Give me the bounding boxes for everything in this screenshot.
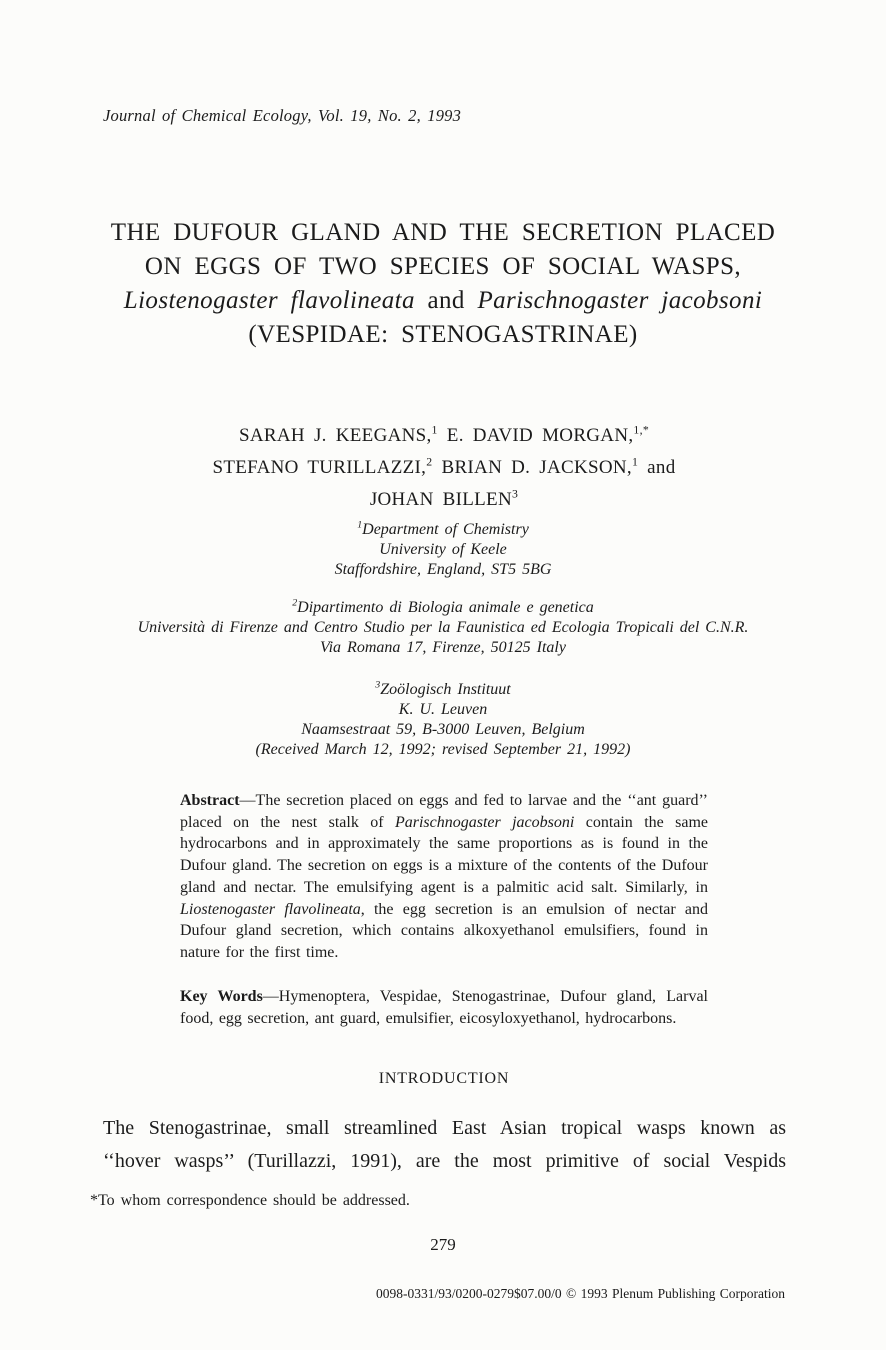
- affiliation-line: [0, 598, 886, 618]
- affiliation-line: [0, 520, 886, 540]
- author-affil-ref: 2: [426, 455, 433, 469]
- affil-text: Zoölogisch Instituut: [380, 681, 511, 698]
- author-conjunction: and: [638, 457, 676, 478]
- affiliation-line: Staffordshire, England, ST5 5BG: [334, 561, 552, 578]
- keywords-text: —Hymenoptera, Vespidae, Stenogastrinae, Dufour gland, Larval food, egg secretion, ant guard, emulsifier, eicosyloxyethanol, hydrocarbons.: [180, 988, 708, 1027]
- affiliation-line: Università di Firenze and Centro Studio per la Faunistica ed Ecologia Tropicali del C.N.R.: [137, 619, 749, 636]
- paper-title: [60, 216, 826, 352]
- affiliation-line: Naamsestraat 59, B-3000 Leuven, Belgium: [301, 721, 585, 738]
- copyright-line: 0098-0331/93/0200-0279$07.00/0 © 1993 Plenum Publishing Corporation: [375, 1286, 785, 1301]
- affiliation-3: [0, 680, 886, 760]
- author-line-3: [103, 484, 785, 516]
- author-line-2: [103, 452, 785, 484]
- affiliation-line: University of Keele: [379, 541, 507, 558]
- keywords-label: Key Words: [180, 988, 263, 1005]
- abstract-text: contain the same hydrocarbons and in approximately the same proportions as is found in the Dufour gland. The secretion on eggs is a mixture of the contents of the Dufour gland and nectar. The emulsifying agent is a palmitic acid salt. Similarly, in: [180, 813, 709, 896]
- journal-header: Journal of Chemical Ecology, Vol. 19, No. 2, 1993: [103, 106, 462, 125]
- author-name: JOHAN BILLEN: [369, 489, 512, 510]
- affiliation-line: [0, 680, 886, 700]
- correspondence-footnote: *To whom correspondence should be addressed.: [90, 1192, 410, 1209]
- introduction-heading: INTRODUCTION: [378, 1070, 510, 1087]
- author-name: SARAH J. KEEGANS,: [238, 425, 432, 446]
- title-and: and: [414, 287, 478, 314]
- abstract-text: , the egg secretion is an emulsion of nectar and Dufour gland secretion, which contains alkoxyethanol emulsifiers, found in nature for the first time.: [180, 900, 709, 961]
- abstract-label: Abstract: [180, 792, 240, 809]
- title-line-4: (VESPIDAE: STENOGASTRINAE): [248, 321, 638, 348]
- title-line-3: [60, 284, 826, 318]
- species-name-2: Parischnogaster jacobsoni: [477, 287, 763, 314]
- species-name-italic: Parischnogaster jacobsoni: [394, 813, 575, 831]
- title-line-1: THE DUFOUR GLAND AND THE SECRETION PLACED: [110, 219, 776, 246]
- keywords: [180, 986, 708, 1030]
- affil-number: 3: [375, 679, 381, 691]
- affiliation-2: [0, 598, 886, 658]
- page-number: 279: [430, 1235, 456, 1254]
- affil-number: 1: [357, 519, 363, 531]
- introduction-paragraph: The Stenogastrinae, small streamlined East Asian tropical wasps known as ‘‘hover wasps’’ (Turillazzi, 1991), are the most primitive of social Vespids: [103, 1117, 786, 1172]
- author-list: [103, 420, 785, 516]
- author-name: E. DAVID MORGAN,: [437, 425, 634, 446]
- abstract: [180, 790, 708, 964]
- author-line-1: [103, 420, 785, 452]
- author-affil-ref: 1,*: [633, 423, 650, 437]
- affil-text: Dipartimento di Biologia animale e genetica: [297, 599, 594, 616]
- title-line-2: ON EGGS OF TWO SPECIES OF SOCIAL WASPS,: [144, 253, 742, 280]
- author-affil-ref: 1: [431, 423, 438, 437]
- species-name-italic: Liostenogaster flavolineata: [180, 900, 361, 918]
- received-dates: (Received March 12, 1992; revised September 21, 1992): [255, 741, 631, 758]
- author-affil-ref: 3: [511, 487, 519, 501]
- affiliation-line: Via Romana 17, Firenze, 50125 Italy: [320, 639, 566, 656]
- author-name: STEFANO TURILLAZZI,: [212, 457, 427, 478]
- author-affil-ref: 1: [631, 455, 639, 469]
- abstract-text: —The secretion placed on eggs and fed to larvae and the ‘‘ant guard’’ placed on the nest stalk of: [180, 792, 708, 831]
- affiliation-1: [0, 520, 886, 580]
- species-name-1: Liostenogaster flavolineata: [123, 287, 415, 314]
- affil-text: Department of Chemistry: [362, 521, 529, 538]
- affil-number: 2: [292, 597, 298, 609]
- author-name: BRIAN D. JACKSON,: [432, 457, 632, 478]
- affiliation-line: K. U. Leuven: [398, 701, 488, 718]
